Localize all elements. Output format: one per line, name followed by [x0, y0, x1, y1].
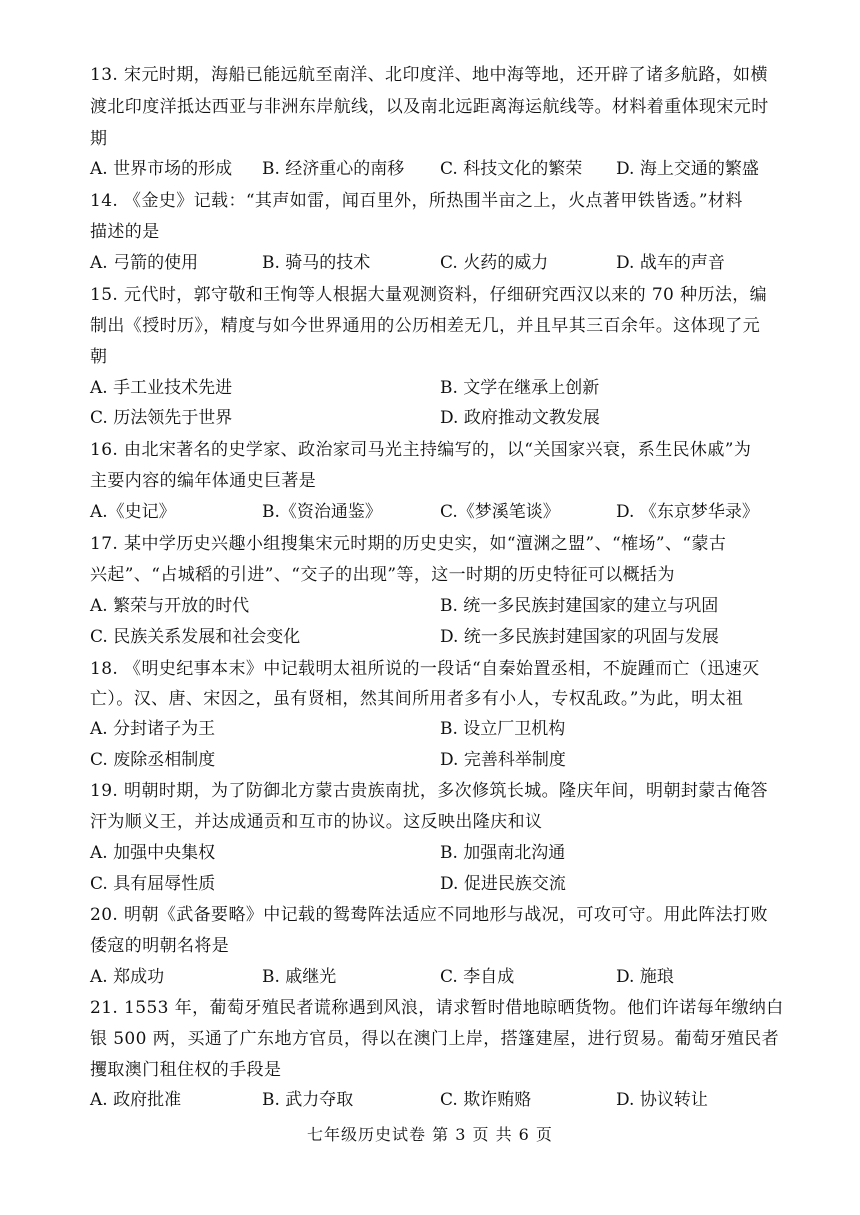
option-d: D. 促进民族交流	[440, 874, 566, 894]
option-a: A. 政府批准	[90, 1090, 182, 1110]
question-20-line-2: 倭寇的明朝名将是	[90, 936, 230, 956]
option-d: D. 施琅	[616, 967, 674, 987]
option-b: B. 统一多民族封建国家的建立与巩固	[440, 596, 719, 616]
option-d: D. 完善科举制度	[440, 750, 566, 770]
option-b: B. 加强南北沟通	[440, 843, 566, 863]
option-c: C. 李自成	[440, 967, 515, 987]
option-b: B. 武力夺取	[262, 1090, 354, 1110]
question-14-line-1: 14. 《金史》记载：“其声如雷，闻百里外，所热围半亩之上，火点著甲铁皆透。”材料	[90, 191, 743, 211]
option-c: C. 历法领先于世界	[90, 408, 233, 428]
question-14-options	[90, 248, 790, 272]
question-21-line-3: 攫取澳门租住权的手段是	[90, 1060, 282, 1080]
option-b: B.《资治通鉴》	[262, 502, 382, 522]
option-d: D. 战车的声音	[616, 253, 725, 273]
question-16-options	[90, 497, 790, 521]
question-15-line-3: 朝	[90, 347, 108, 367]
question-14-line-2: 描述的是	[90, 222, 160, 242]
question-16-line-1: 16. 由北宋著名的史学家、政治家司马光主持编写的，以“关国家兴衰，系生民休戚”为	[90, 440, 752, 460]
option-a: A. 手工业技术先进	[90, 378, 233, 398]
option-a: A. 加强中央集权	[90, 843, 216, 863]
question-15-options-row-2	[90, 403, 790, 427]
question-20-line-1: 20. 明朝《武备要略》中记载的鸳鸯阵法适应不同地形与战况，可攻可守。用此阵法打败	[90, 905, 768, 925]
option-d: D. 协议转让	[616, 1090, 708, 1110]
question-18-line-2: 亡）。汉、唐、宋因之，虽有贤相，然其间所用者多有小人，专权乱政。”为此，明太祖	[90, 689, 744, 709]
page-footer: 七年级历史试卷 第 3 页 共 6 页	[307, 1125, 553, 1144]
option-d: D. 政府推动文教发展	[440, 408, 600, 428]
question-13-line-1: 13. 宋元时期，海船已能远航至南洋、北印度洋、地中海等地，还开辟了诸多航路，如横	[90, 65, 768, 85]
option-a: A. 分封诸子为王	[90, 719, 216, 739]
question-13-line-2: 渡北印度洋抵达西亚与非洲东岸航线，以及南北远距离海运航线等。材料着重体现宋元时	[90, 97, 769, 117]
question-13-line-3: 期	[90, 129, 108, 149]
question-21-line-1: 21. 1553 年，葡萄牙殖民者谎称遇到风浪，请求暂时借地晾晒货物。他们许诺每年缴纳白	[90, 998, 784, 1018]
option-d: D. 海上交通的繁盛	[616, 159, 759, 179]
question-19-line-2: 汗为顺义王，并达成通贡和互市的协议。这反映出隆庆和议	[90, 812, 543, 832]
question-18-options-row-2	[90, 745, 790, 769]
option-c: C. 具有屈辱性质	[90, 874, 216, 894]
option-a: A. 郑成功	[90, 967, 165, 987]
option-b: B. 文学在继承上创新	[440, 378, 600, 398]
question-15-options-row-1	[90, 373, 790, 397]
option-c: C.《梦溪笔谈》	[440, 502, 560, 522]
option-d: D. 《东京梦华录》	[616, 502, 759, 522]
option-c: C. 科技文化的繁荣	[440, 159, 583, 179]
option-b: B. 经济重心的南移	[262, 159, 405, 179]
option-c: C. 废除丞相制度	[90, 750, 216, 770]
option-b: B. 骑马的技术	[262, 253, 371, 273]
option-c: C. 火药的威力	[440, 253, 549, 273]
question-20-options	[90, 962, 790, 986]
question-16-line-2: 主要内容的编年体通史巨著是	[90, 471, 317, 491]
option-a: A.《史记》	[90, 502, 176, 522]
question-17-line-2: 兴起”、“占城稻的引进”、“交子的出现”等，这一时期的历史特征可以概括为	[90, 565, 675, 585]
question-19-options-row-2	[90, 869, 790, 893]
question-13-options	[90, 154, 790, 178]
question-15-line-1: 15. 元代时，郭守敬和王恂等人根据大量观测资料，仔细研究西汉以来的 70 种历法，编	[90, 285, 768, 305]
option-c: C. 欺诈贿赂	[440, 1090, 532, 1110]
option-a: A. 繁荣与开放的时代	[90, 596, 250, 616]
question-19-options-row-1	[90, 838, 790, 862]
option-a: A. 世界市场的形成	[90, 159, 233, 179]
question-18-options-row-1	[90, 714, 790, 738]
option-b: B. 设立厂卫机构	[440, 719, 566, 739]
question-19-line-1: 19. 明朝时期，为了防御北方蒙古贵族南扰，多次修筑长城。隆庆年间，明朝封蒙古俺答	[90, 781, 768, 801]
question-17-options-row-2	[90, 622, 790, 646]
option-a: A. 弓箭的使用	[90, 253, 199, 273]
option-b: B. 戚继光	[262, 967, 337, 987]
question-17-line-1: 17. 某中学历史兴趣小组搜集宋元时期的历史史实，如“澶渊之盟”、“榷场”、“蒙古	[90, 534, 727, 554]
question-17-options-row-1	[90, 591, 790, 615]
question-21-options	[90, 1085, 790, 1109]
question-21-line-2: 银 500 两，买通了广东地方官员，得以在澳门上岸，搭篷建屋，进行贸易。葡萄牙殖民者	[90, 1029, 780, 1049]
question-18-line-1: 18. 《明史纪事本末》中记载明太祖所说的一段话“自秦始置丞相，不旋踵而亡（迅速灭	[90, 659, 760, 679]
option-c: C. 民族关系发展和社会变化	[90, 627, 301, 647]
question-15-line-2: 制出《授时历》，精度与如今世界通用的公历相差无几，并且早其三百余年。这体现了元	[90, 316, 761, 336]
option-d: D. 统一多民族封建国家的巩固与发展	[440, 627, 719, 647]
